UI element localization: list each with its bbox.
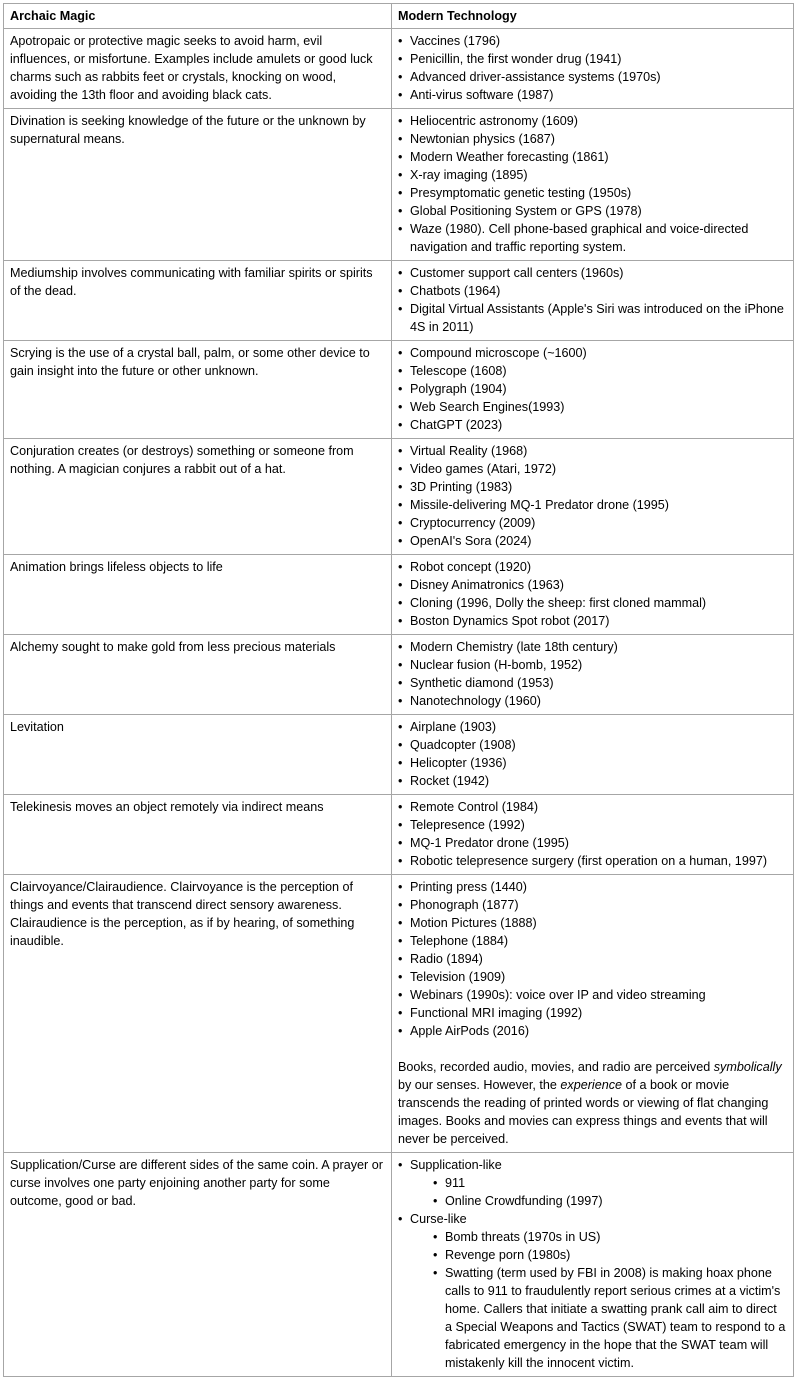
table-row [4,109,794,261]
magic-cell: Supplication/Curse are different sides of the same coin. A prayer or curse involves one party enjoining another party for some outcome, good or bad. [4,1153,392,1377]
sub-list-item: • Online Crowdfunding (1997) [433,1192,787,1210]
list-item: • Virtual Reality (1968) [398,442,787,460]
magic-cell: Animation brings lifeless objects to life [4,555,392,635]
list-item: • Airplane (1903) [398,718,787,736]
tech-list [398,344,787,434]
list-item: • Boston Dynamics Spot robot (2017) [398,612,787,630]
list-item: • Printing press (1440) [398,878,787,896]
tech-list [398,798,787,870]
list-item: • Polygraph (1904) [398,380,787,398]
list-item: • Advanced driver-assistance systems (1970s) [398,68,787,86]
sub-list-item: • Revenge porn (1980s) [433,1246,787,1264]
list-item: • Heliocentric astronomy (1609) [398,112,787,130]
list-item: • Newtonian physics (1687) [398,130,787,148]
tech-cell [392,635,794,715]
list-item: • Chatbots (1964) [398,282,787,300]
list-item: • Radio (1894) [398,950,787,968]
tech-cell [392,875,794,1153]
list-item: • Anti-virus software (1987) [398,86,787,104]
list-item: • Nuclear fusion (H-bomb, 1952) [398,656,787,674]
list-item: • 3D Printing (1983) [398,478,787,496]
table-row [4,795,794,875]
list-item: • Remote Control (1984) [398,798,787,816]
list-item: • Presymptomatic genetic testing (1950s) [398,184,787,202]
table-row [4,29,794,109]
table-row [4,439,794,555]
list-item: • Modern Chemistry (late 18th century) [398,638,787,656]
list-item: • Television (1909) [398,968,787,986]
tech-cell [392,795,794,875]
list-item: • Phonograph (1877) [398,896,787,914]
list-item: • Webinars (1990s): voice over IP and video streaming [398,986,787,1004]
list-item: • Helicopter (1936) [398,754,787,772]
list-item: • Vaccines (1796) [398,32,787,50]
tech-cell [392,715,794,795]
list-item: • Robot concept (1920) [398,558,787,576]
table-row [4,261,794,341]
tech-cell [392,1153,794,1377]
list-item: • Telephone (1884) [398,932,787,950]
list-item: • Nanotechnology (1960) [398,692,787,710]
tech-list [398,638,787,710]
list-item [398,1210,787,1372]
list-item: • Synthetic diamond (1953) [398,674,787,692]
list-item: • Cryptocurrency (2009) [398,514,787,532]
list-item: • Modern Weather forecasting (1861) [398,148,787,166]
tech-list [398,1156,787,1372]
list-item: • Digital Virtual Assistants (Apple's Siri was introduced on the iPhone 4S in 2011) [398,300,787,336]
header-modern-technology: Modern Technology [392,4,794,29]
list-item: • Missile-delivering MQ-1 Predator drone (1995) [398,496,787,514]
list-item [398,1156,787,1210]
header-archaic-magic: Archaic Magic [4,4,392,29]
list-item: • Quadcopter (1908) [398,736,787,754]
table-row [4,635,794,715]
tech-list [398,32,787,104]
magic-cell: Apotropaic or protective magic seeks to avoid harm, evil influences, or misfortune. Examples include amulets or good luck charms such as rabbits feet or crystals, knocking on wood, avoiding the 13th floor and avoiding black cats. [4,29,392,109]
note-emphasis: experience [560,1078,623,1092]
magic-cell: Alchemy sought to make gold from less precious materials [4,635,392,715]
tech-cell [392,261,794,341]
list-item: • MQ-1 Predator drone (1995) [398,834,787,852]
group-label: Supplication-like [410,1158,502,1172]
list-item: • Disney Animatronics (1963) [398,576,787,594]
magic-technology-table [3,3,794,1377]
tech-cell [392,341,794,439]
magic-cell: Divination is seeking knowledge of the future or the unknown by supernatural means. [4,109,392,261]
list-item: • Customer support call centers (1960s) [398,264,787,282]
tech-cell [392,29,794,109]
tech-cell [392,109,794,261]
list-item: • Global Positioning System or GPS (1978) [398,202,787,220]
list-item: • Compound microscope (~1600) [398,344,787,362]
list-item: • Functional MRI imaging (1992) [398,1004,787,1022]
group-label: Curse-like [410,1212,467,1226]
sub-list-item: • Swatting (term used by FBI in 2008) is making hoax phone calls to 911 to fraudulently report serious crimes at a victim's home. Callers that initiate a swatting prank call aim to direct a Special Weapons and Tactics (SWAT) team to respond to a fabricated emergency in the hope that the SWAT team will mistakenly kill the innocent victim. [433,1264,787,1372]
sub-list-item: • 911 [433,1174,787,1192]
list-item: • X-ray imaging (1895) [398,166,787,184]
list-item: • Telepresence (1992) [398,816,787,834]
table-row [4,341,794,439]
sub-list [433,1174,787,1210]
tech-list [398,718,787,790]
list-item: • Cloning (1996, Dolly the sheep: first cloned mammal) [398,594,787,612]
note-text: by our senses. However, the [398,1078,561,1092]
perception-note [398,1058,787,1148]
tech-cell [392,439,794,555]
list-item: • Telescope (1608) [398,362,787,380]
tech-list [398,878,787,1040]
list-item: • OpenAI's Sora (2024) [398,532,787,550]
list-item: • Rocket (1942) [398,772,787,790]
tech-list [398,558,787,630]
magic-cell: Mediumship involves communicating with familiar spirits or spirits of the dead. [4,261,392,341]
tech-list [398,442,787,550]
magic-cell: Scrying is the use of a crystal ball, palm, or some other device to gain insight into the future or other unknown. [4,341,392,439]
list-item: • ChatGPT (2023) [398,416,787,434]
note-text: Books, recorded audio, movies, and radio are perceived [398,1060,714,1074]
table-row [4,875,794,1153]
table-row [4,715,794,795]
list-item: • Apple AirPods (2016) [398,1022,787,1040]
list-item: • Robotic telepresence surgery (first operation on a human, 1997) [398,852,787,870]
list-item: • Video games (Atari, 1972) [398,460,787,478]
list-item: • Penicillin, the first wonder drug (1941) [398,50,787,68]
header-row [4,4,794,29]
magic-cell: Conjuration creates (or destroys) something or someone from nothing. A magician conjures a rabbit out of a hat. [4,439,392,555]
table-row [4,555,794,635]
sub-list-item: • Bomb threats (1970s in US) [433,1228,787,1246]
magic-cell: Levitation [4,715,392,795]
list-item: • Motion Pictures (1888) [398,914,787,932]
magic-cell: Telekinesis moves an object remotely via indirect means [4,795,392,875]
sub-list [433,1228,787,1372]
note-emphasis: symbolically [713,1060,782,1074]
table-row [4,1153,794,1377]
note-text: of a book or movie transcends the reading of printed words or viewing of flat changing images. Books and movies can express things and events that will never be perceived. [398,1078,769,1146]
list-item: • Waze (1980). Cell phone-based graphical and voice-directed navigation and traffic reporting system. [398,220,787,256]
tech-list [398,264,787,336]
magic-cell: Clairvoyance/Clairaudience. Clairvoyance is the perception of things and events that transcend direct sensory awareness. Clairaudience is the perception, as if by hearing, of something inaudible. [4,875,392,1153]
tech-cell [392,555,794,635]
tech-list [398,112,787,256]
list-item: • Web Search Engines(1993) [398,398,787,416]
